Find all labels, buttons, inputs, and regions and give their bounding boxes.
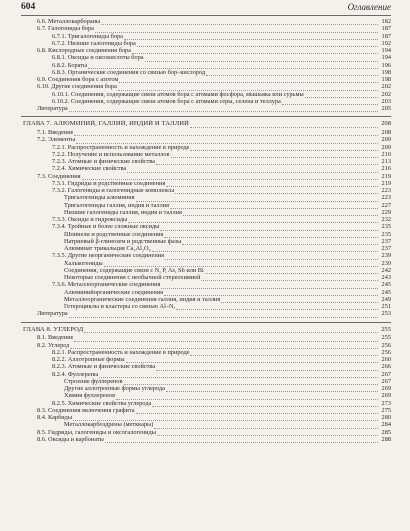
toc-entry-title: 7.3.4. Тройные и более сложные оксиды — [52, 223, 160, 231]
toc-entry-title: Литература — [37, 105, 68, 112]
dot-leader — [101, 19, 378, 25]
chapter-divider — [21, 318, 391, 326]
dot-leader — [161, 282, 378, 288]
toc-entry-page: 203 — [381, 97, 391, 105]
toc-entry-title: Тригалогениды алюминия — [64, 194, 135, 202]
toc-entry-page: 198 — [381, 68, 391, 76]
toc-entry-page: 284 — [381, 421, 391, 429]
toc-entry-title: 7.1. Введение — [37, 129, 74, 136]
toc-entry-page: 243 — [381, 274, 391, 281]
toc-entry-title: 6.10.2. Соединения, содержащие связи атомов бора с атомами серы, селена и теллура — [52, 97, 281, 105]
toc-entry[interactable] — [21, 385, 391, 392]
dot-leader — [182, 239, 378, 245]
toc-entry[interactable] — [21, 136, 391, 143]
toc-entry-title: 8.2.3. Атомные и физические свойства — [52, 363, 156, 371]
toc-entry-page: 267 — [381, 370, 391, 378]
toc-entry[interactable] — [21, 371, 391, 378]
toc-entry-title: Металлоорганические соединения галлия, индия и таллия — [64, 295, 221, 303]
toc-entry[interactable] — [21, 289, 391, 296]
toc-entry-page: 239 — [381, 252, 391, 260]
toc-chapter-heading[interactable] — [21, 326, 391, 333]
toc-entry-title: 6.9. Соединения бора с азотом — [37, 76, 119, 83]
toc-entry[interactable] — [21, 392, 391, 399]
toc-entry[interactable] — [21, 429, 391, 436]
toc-entry-title: 8.2.1. Распространенность и нахождение в природе — [52, 348, 190, 356]
dot-leader — [145, 55, 378, 61]
toc-entry[interactable] — [21, 18, 391, 25]
dot-leader — [190, 121, 378, 127]
toc-entry[interactable] — [21, 76, 391, 83]
dot-leader — [160, 224, 378, 230]
toc-entry-title: 7.3.3. Оксиды и гидроксиды — [52, 216, 128, 223]
toc-entry[interactable] — [21, 260, 391, 267]
toc-entry-page: 239 — [381, 259, 391, 267]
toc-entry-page: 227 — [381, 201, 391, 209]
toc-entry-page: 237 — [381, 245, 391, 252]
toc-entry[interactable] — [21, 414, 391, 421]
toc-entry-page: 266 — [381, 363, 391, 371]
toc-entry-title: Некоторые соединения с необычной стереохимией — [64, 274, 201, 281]
dot-leader — [175, 188, 378, 194]
chapter-divider — [21, 112, 391, 120]
page-header — [21, 2, 391, 16]
dot-leader — [206, 70, 378, 76]
toc-entry-title: 7.2.3. Атомные и физические свойства — [52, 158, 156, 165]
running-title: Оглавление — [347, 2, 391, 12]
toc-entry[interactable] — [21, 281, 391, 288]
toc-entry[interactable] — [21, 267, 391, 274]
toc-entry[interactable] — [21, 209, 391, 216]
toc-entry-page: 280 — [381, 414, 391, 421]
toc-entry-title: 6.10.1. Соединения, содержащие связи атомов бора с атомами фосфора, мышьяка или сурьмы — [52, 90, 304, 98]
dot-leader — [136, 408, 378, 414]
toc-entry-title: 8.1. Введение — [37, 334, 74, 342]
toc-entry-page: 202 — [381, 90, 391, 98]
toc-entry-page: 285 — [381, 428, 391, 436]
toc-entry[interactable] — [21, 363, 391, 370]
toc-entry[interactable] — [21, 194, 391, 201]
dot-leader — [156, 159, 378, 165]
toc-entry-page: 219 — [381, 172, 391, 180]
toc-entry-title: Низшие галогениды галлия, индия и таллия — [64, 208, 182, 216]
toc-entry-title: 7.2.1. Распространенность и нахождение в природе — [52, 143, 190, 151]
toc-entry-page: 245 — [381, 281, 391, 289]
toc-entry-page: 235 — [381, 230, 391, 238]
toc-entry-title: 6.8.3. Органические соединения со связью бор–кислород — [52, 68, 206, 76]
toc-entry[interactable] — [21, 158, 391, 165]
toc-entry-page: 205 — [381, 105, 391, 112]
dot-leader — [165, 253, 378, 259]
dot-leader — [190, 350, 378, 356]
toc-entry[interactable] — [21, 173, 391, 180]
dot-leader — [126, 357, 378, 363]
toc-entry-title: 7.3.2. Галогениды и галогенидные комплексы — [52, 187, 175, 194]
toc-entry[interactable] — [21, 245, 391, 252]
toc-entry-title: 6.7. Галогениды бора — [37, 25, 94, 33]
toc-entry-title: Шпинели и родственные соединения — [64, 230, 164, 238]
toc-entry[interactable] — [21, 33, 391, 40]
toc-entry-page: 249 — [381, 295, 391, 303]
dot-leader — [171, 152, 378, 158]
toc-entry-title: Алюминат трикальция Ca₃Al₂O₆ — [64, 245, 151, 252]
toc-entry-title: 6.10. Другие соединения бора — [37, 83, 117, 91]
toc-entry[interactable] — [21, 421, 391, 428]
toc-entry-page: 232 — [381, 216, 391, 223]
toc-entry-page: 208 — [381, 129, 391, 136]
toc-entry-page: 269 — [381, 392, 391, 400]
toc-entry-page: 187 — [381, 25, 391, 33]
toc-entry-title: 7.2.4. Химические свойства — [52, 165, 127, 173]
dot-leader — [205, 268, 378, 274]
dot-leader — [183, 210, 378, 216]
dot-leader — [156, 364, 378, 370]
toc-entry-page: 223 — [381, 194, 391, 202]
toc-entry-page: 209 — [381, 136, 391, 144]
toc-entry-title: Гетероциклы и кластеры со связью Al–Nₓ — [64, 303, 176, 310]
toc-entry-page: 194 — [381, 54, 391, 62]
dot-leader — [166, 386, 378, 392]
toc-entry-title: 8.2.2. Аллотропные формы — [52, 356, 125, 363]
dot-leader — [137, 41, 378, 47]
toc-entry-title: Литература — [37, 310, 68, 318]
toc-entry-page: 196 — [381, 61, 391, 69]
toc-entry[interactable] — [21, 105, 391, 112]
toc-entry-page: 273 — [381, 399, 391, 407]
toc-entry-page: 209 — [381, 143, 391, 151]
toc-entry[interactable] — [21, 407, 391, 414]
toc-entry[interactable] — [21, 342, 391, 349]
dot-leader — [105, 437, 378, 443]
toc-entry-title: 7.3.5. Другие неорганические соединения — [52, 252, 164, 260]
toc-entry-page: 182 — [381, 18, 391, 25]
dot-leader — [152, 400, 378, 406]
dot-leader — [99, 371, 378, 377]
table-of-contents — [21, 18, 391, 443]
toc-entry[interactable] — [21, 25, 391, 32]
dot-leader — [127, 166, 378, 172]
dot-leader — [152, 246, 378, 252]
toc-entry-title: 8.2. Углерод — [37, 341, 70, 349]
dot-leader — [166, 181, 378, 187]
toc-entry[interactable] — [21, 216, 391, 223]
toc-entry-title: 8.5. Гидриды, галогениды и оксогалогениды — [37, 428, 156, 436]
toc-entry-page: 235 — [381, 223, 391, 231]
toc-entry-page: 208 — [381, 120, 391, 128]
dot-leader — [282, 99, 378, 105]
toc-entry[interactable] — [21, 40, 391, 47]
toc-entry[interactable] — [21, 98, 391, 105]
toc-entry[interactable] — [21, 231, 391, 238]
toc-entry[interactable] — [21, 436, 391, 443]
toc-entry-title: 6.7.2. Низшие галогениды бора — [52, 39, 136, 47]
toc-entry-page: 251 — [381, 303, 391, 310]
toc-entry-page: 229 — [381, 208, 391, 216]
dot-leader — [201, 275, 378, 281]
toc-entry[interactable] — [21, 356, 391, 363]
toc-entry-page: 237 — [381, 237, 391, 245]
dot-leader — [190, 144, 378, 150]
toc-entry[interactable] — [21, 151, 391, 158]
page-number: 604 — [21, 2, 36, 12]
dot-leader — [74, 335, 378, 341]
dot-leader — [116, 393, 378, 399]
dot-leader — [170, 202, 378, 208]
toc-entry-page: 223 — [381, 187, 391, 194]
toc-entry[interactable] — [21, 303, 391, 310]
toc-entry[interactable] — [21, 91, 391, 98]
toc-entry-title: 7.2. Элементы — [37, 136, 76, 144]
toc-entry[interactable] — [21, 310, 391, 317]
dot-leader — [154, 422, 378, 428]
toc-entry-title: ГЛАВА 8. УГЛЕРОД — [23, 325, 84, 333]
toc-entry[interactable] — [21, 349, 391, 356]
toc-entry[interactable] — [21, 202, 391, 209]
toc-entry[interactable] — [21, 47, 391, 54]
toc-entry[interactable] — [21, 400, 391, 407]
toc-entry-title: 8.3. Соединения включения графита — [37, 406, 135, 414]
toc-entry-title: 7.3. Соединения — [37, 172, 81, 180]
toc-entry[interactable] — [21, 144, 391, 151]
toc-entry-title: Металлокарбоэдрены (метккары) — [64, 421, 154, 429]
toc-entry-page: 213 — [381, 158, 391, 165]
toc-entry[interactable] — [21, 69, 391, 76]
toc-entry[interactable] — [21, 187, 391, 194]
toc-entry-title: 8.4. Карбиды — [37, 414, 73, 421]
toc-entry-title: 7.2.2. Получение и использование металлов — [52, 150, 170, 158]
toc-entry-page: 255 — [381, 334, 391, 342]
toc-entry-page: 194 — [381, 47, 391, 54]
toc-entry-title: 6.8.1. Оксиды и оксокислоты бора — [52, 54, 144, 62]
toc-chapter-heading[interactable] — [21, 120, 391, 127]
toc-entry-title: Натриевый β-глинозем и родственные фазы — [64, 237, 182, 245]
toc-entry-page: 275 — [381, 406, 391, 414]
toc-entry[interactable] — [21, 180, 391, 187]
toc-entry-page: 187 — [381, 32, 391, 40]
toc-entry-title: Алюминийорганические соединения — [64, 288, 164, 296]
dot-leader — [164, 231, 378, 237]
toc-entry[interactable] — [21, 83, 391, 90]
dot-leader — [84, 326, 378, 332]
dot-leader — [221, 297, 378, 303]
toc-entry[interactable] — [21, 223, 391, 230]
toc-entry[interactable] — [21, 378, 391, 385]
toc-entry-title: ГЛАВА 7. АЛЮМИНИЙ, ГАЛЛИЙ, ИНДИЙ И ТАЛЛИЙ — [23, 120, 190, 128]
toc-entry[interactable] — [21, 62, 391, 69]
toc-entry-page: 198 — [381, 76, 391, 83]
toc-entry-title: Соединения, содержащие связи с N, P, As, Sb или Bi — [64, 266, 204, 274]
toc-entry-title: 8.2.5. Химические свойства углерода — [52, 399, 152, 407]
toc-entry-page: 288 — [381, 435, 391, 443]
toc-entry-page: 245 — [381, 288, 391, 296]
toc-entry-title: Другие аллотропные формы углерода — [64, 385, 166, 392]
toc-entry-title: 6.8.2. Бораты — [52, 61, 88, 69]
toc-entry-title: Строение фуллеренов — [64, 377, 123, 385]
toc-entry[interactable] — [21, 274, 391, 281]
toc-entry-title: 6.7.1. Тригалогениды бора — [52, 32, 123, 40]
toc-entry[interactable] — [21, 334, 391, 341]
toc-entry[interactable] — [21, 238, 391, 245]
toc-entry-page: 253 — [381, 310, 391, 318]
toc-entry-title: 6.6. Металлокарбораны — [37, 18, 101, 25]
dot-leader — [305, 91, 378, 97]
dot-leader — [157, 429, 378, 435]
toc-entry-title: Химия фуллеренов — [64, 392, 116, 400]
toc-entry-page: 192 — [381, 39, 391, 47]
toc-entry[interactable] — [21, 296, 391, 303]
toc-entry-page: 269 — [381, 385, 391, 392]
toc-entry[interactable] — [21, 129, 391, 136]
toc-entry-title: Халькогениды — [64, 259, 103, 267]
dot-leader — [95, 26, 378, 32]
toc-entry-page: 216 — [381, 165, 391, 173]
toc-entry[interactable] — [21, 165, 391, 172]
toc-entry-page: 256 — [381, 341, 391, 349]
toc-entry-page: 256 — [381, 348, 391, 356]
toc-entry-page: 267 — [381, 377, 391, 385]
dot-leader — [136, 195, 379, 201]
dot-leader — [132, 48, 378, 54]
toc-entry-title: Тригалогениды галлия, индия и таллия — [64, 201, 169, 209]
toc-entry-page: 202 — [381, 83, 391, 91]
toc-entry-page: 210 — [381, 150, 391, 158]
dot-leader — [124, 33, 378, 39]
toc-entry-title: 8.6. Оксиды и карбонаты — [37, 435, 104, 443]
dot-leader — [119, 77, 378, 83]
toc-entry[interactable] — [21, 54, 391, 61]
toc-entry-page: 242 — [381, 266, 391, 274]
dot-leader — [128, 217, 378, 223]
toc-entry-title: 6.8. Кислородные соединения бора — [37, 47, 131, 54]
toc-entry-page: 255 — [381, 325, 391, 333]
toc-entry-page: 260 — [381, 356, 391, 363]
toc-entry-title: 7.3.1. Гидриды и родственные соединения — [52, 179, 166, 187]
dot-leader — [74, 130, 378, 136]
toc-entry-title: 8.2.4. Фуллерены — [52, 370, 99, 378]
toc-entry-title: 7.3.6. Металлоорганические соединения — [52, 281, 161, 289]
toc-entry-page: 219 — [381, 179, 391, 187]
toc-entry[interactable] — [21, 252, 391, 259]
dot-leader — [176, 304, 378, 310]
